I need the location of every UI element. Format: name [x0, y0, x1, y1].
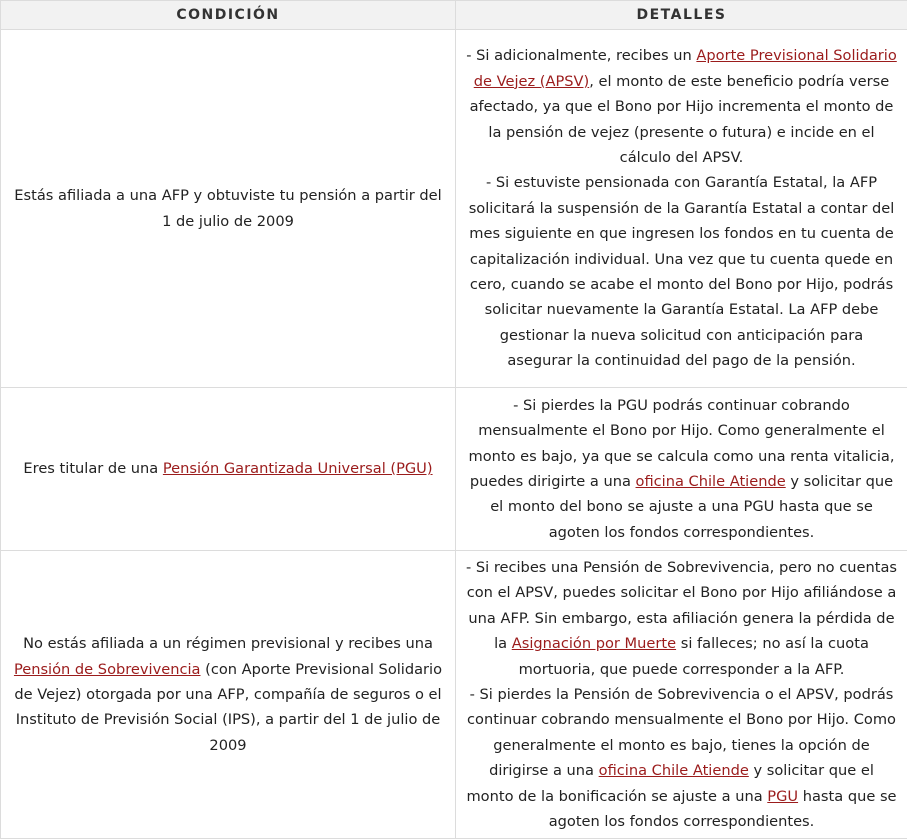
condition-cell [1, 30, 456, 388]
details-text: y solicitar que el monto del bono se ajuste a una PGU hasta que se agoten los fondos correspondientes. [490, 473, 894, 541]
table-header-row [1, 1, 907, 30]
asignacion-muerte-link[interactable]: Asignación por Muerte [511, 635, 677, 653]
table-row [1, 30, 907, 388]
header-condicion: CONDICIÓN [1, 1, 456, 30]
details-text: - Si pierdes la Pensión de Sobrevivencia o el APSV, podrás continuar cobrando mensualmente el Bono por Hijo. Como generalmente el monto es bajo, tienes la opción de dirigirse a una [467, 686, 896, 780]
details-cell [456, 388, 907, 551]
details-text: hasta que se agoten los fondos correspondientes. [548, 787, 897, 831]
details-text: y solicitar que el monto de la bonificación se ajuste a una [466, 762, 874, 805]
condition-text: Eres titular de una [23, 460, 163, 478]
condition-text: Estás afiliada a una AFP y obtuviste tu pensión a partir del 1 de julio de 2009 [14, 187, 442, 230]
pgu-link[interactable]: Pensión Garantizada Universal (PGU) [162, 460, 433, 478]
details-cell [456, 30, 907, 388]
details-text: - Si estuviste pensionada con Garantía Estatal, la AFP solicitará la suspensión de la Garantía Estatal a contar del mes siguiente en que ingresen los fondos en tu cuenta de capitalización individual. Una vez que tu cuenta quede en cero, cuando se acabe el monto del Bono por Hijo, podrás solicitar nuevamente la Garantía Estatal. La AFP debe gestionar la nueva solicitud con anticipación para asegurar la continuidad del pago de la pensión. [468, 174, 895, 370]
condition-cell [1, 551, 456, 839]
pension-sobrevivencia-link[interactable]: Pensión de Sobrevivencia [13, 660, 201, 678]
details-cell [456, 551, 907, 839]
details-text: - Si adicionalmente, recibes un [466, 47, 697, 65]
details-text: , el monto de este beneficio podría verse afectado, ya que el Bono por Hijo incrementa el monto de la pensión de vejez (presente o futura) e incide en el cálculo del APSV. [469, 72, 894, 166]
header-detalles: DETALLES [456, 1, 907, 30]
condition-text: (con Aporte Previsional Solidario de Vejez) otorgada por una AFP, compañía de seguros o el Instituto de Previsión Social (IPS), a partir del 1 de julio de 2009 [14, 660, 443, 754]
details-text: - Si recibes una Pensión de Sobrevivencia, pero no cuentas con el APSV, puedes solicitar el Bono por Hijo afiliándose a una AFP. Sin embargo, esta afiliación genera la pérdida de la [465, 559, 898, 653]
table-row [1, 388, 907, 551]
pgu-short-link[interactable]: PGU [767, 787, 799, 805]
condition-text: No estás afiliada a un régimen previsional y recibes una [23, 635, 433, 653]
table-row [1, 551, 907, 839]
details-text: si falleces; no así la cuota mortuoria, que puede corresponder a la AFP. [518, 635, 869, 678]
apsv-link[interactable]: Aporte Previsional Solidario de Vejez (APSV) [473, 47, 897, 90]
condition-cell [1, 388, 456, 551]
chile-atiende-link[interactable]: oficina Chile Atiende [598, 762, 749, 780]
details-text: - Si pierdes la PGU podrás continuar cobrando mensualmente el Bono por Hijo. Como generalmente el monto es bajo, ya que se calcula como una renta vitalicia, puedes dirigirte a una [468, 396, 895, 490]
chile-atiende-link[interactable]: oficina Chile Atiende [635, 473, 786, 490]
